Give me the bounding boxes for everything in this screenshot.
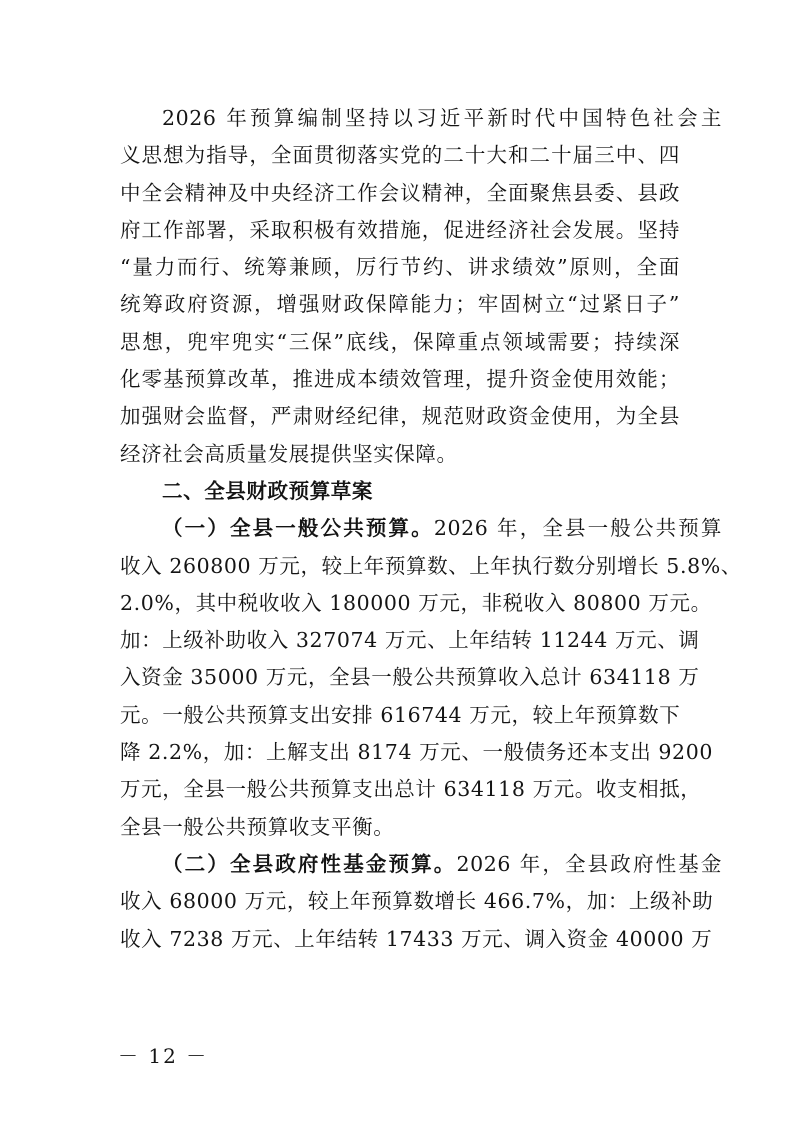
text-line: 收入 7238 万元、上年结转 17433 万元、调入资金 40000 万 bbox=[120, 926, 713, 951]
text-run: 2026 年，全县一般公共预算 bbox=[433, 516, 723, 541]
text-line: 经济社会高质量发展提供坚实保障。 bbox=[120, 441, 458, 466]
text-line: 义思想为指导，全面贯彻落实党的二十大和二十届三中、四 bbox=[120, 143, 680, 168]
document-body bbox=[120, 100, 742, 958]
text-run: 2026 年，全县政府性基金 bbox=[456, 851, 722, 876]
paragraph-budget-principles bbox=[120, 100, 722, 473]
text-line: 2026 年预算编制坚持以习近平新时代中国特色社会主 bbox=[162, 106, 722, 130]
text-line: 万元，全县一般公共预算支出总计 634118 万元。收支相抵， bbox=[120, 777, 702, 802]
section-heading: 二、全县财政预算草案 bbox=[162, 478, 373, 503]
text-line: 降 2.2%，加：上解支出 8174 万元、一般债务还本支出 9200 bbox=[120, 740, 713, 765]
text-line: 加：上级补助收入 327074 万元、上年结转 11244 万元、调 bbox=[120, 628, 700, 653]
text-line bbox=[120, 846, 722, 883]
paragraph-general-public-budget bbox=[120, 510, 742, 846]
subsection-title: （二）全县政府性基金预算。 bbox=[162, 851, 457, 876]
text-line: 思想，兜牢兜实“三保”底线，保障重点领域需要；持续深 bbox=[120, 329, 680, 354]
text-line: 入资金 35000 万元，全县一般公共预算收入总计 634118 万 bbox=[120, 665, 700, 690]
text-line: 统筹政府资源，增强财政保障能力；牢固树立“过紧日子” bbox=[120, 292, 680, 317]
text-line: 加强财会监督，严肃财经纪律，规范财政资金使用，为全县 bbox=[120, 404, 680, 429]
text-line: “量力而行、统筹兼顾，厉行节约、讲求绩效”原则，全面 bbox=[120, 255, 680, 280]
text-line: 收入 260800 万元，较上年预算数、上年执行数分别增长 5.8%、 bbox=[120, 553, 742, 578]
text-line bbox=[120, 510, 722, 547]
page-number: － 12 － bbox=[118, 1044, 209, 1068]
text-line: 府工作部署，采取积极有效措施，促进经济社会发展。坚持 bbox=[120, 217, 680, 242]
text-line: 全县一般公共预算收支平衡。 bbox=[120, 814, 395, 839]
subsection-title: （一）全县一般公共预算。 bbox=[162, 516, 434, 541]
text-line: 元。一般公共预算支出安排 616744 万元，较上年预算数下 bbox=[120, 702, 681, 727]
text-line: 收入 68000 万元，较上年预算数增长 466.7%，加：上级补助 bbox=[120, 889, 714, 914]
text-line: 2.0%，其中税收收入 180000 万元，非税收入 80800 万元。 bbox=[120, 590, 712, 615]
text-line: 中全会精神及中央经济工作会议精神，全面聚焦县委、县政 bbox=[120, 180, 680, 205]
paragraph-government-fund-budget bbox=[120, 846, 722, 958]
text-line: 化零基预算改革，推进成本绩效管理，提升资金使用效能； bbox=[120, 367, 680, 392]
